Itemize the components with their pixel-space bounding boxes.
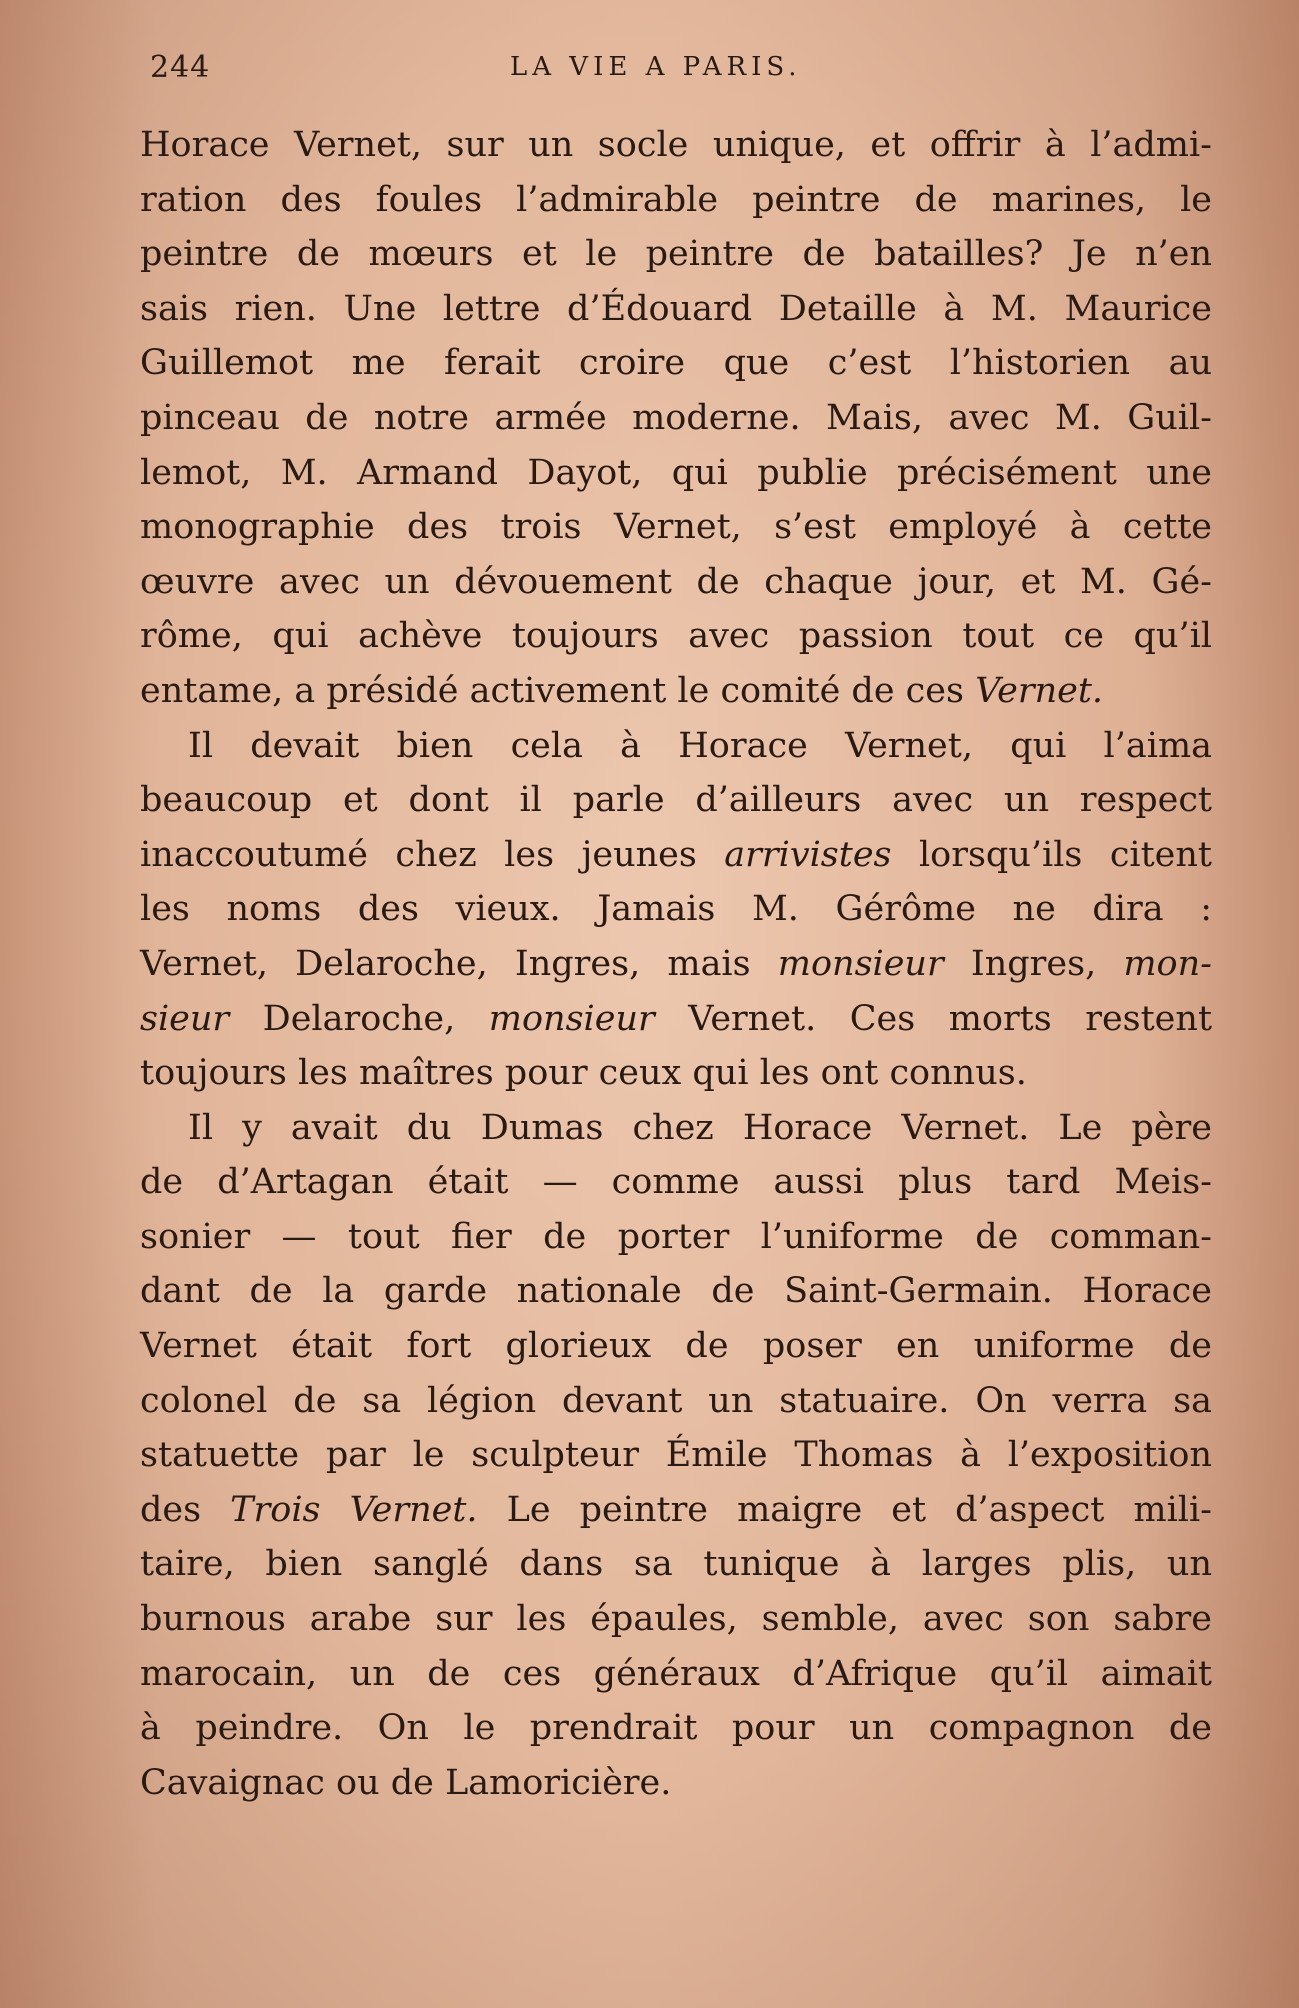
text-line	[140, 446, 1212, 501]
text-line	[140, 173, 1212, 228]
text-line	[140, 773, 1212, 828]
text-segment: Horace Vernet, sur un socle unique, et offrir à l’admi-	[140, 125, 1212, 165]
text-segment: à peindre. On le prendrait pour un compagnon de	[140, 1708, 1212, 1749]
text-segment: Cavaignac ou de Lamoricière.	[140, 1762, 672, 1803]
text-line	[140, 1374, 1212, 1429]
text-segment: Delaroche,	[229, 998, 489, 1039]
text-line	[140, 1756, 1212, 1811]
italic-text: mon-	[1123, 943, 1212, 984]
text-segment: les noms des vieux. Jamais M. Gérôme ne dira :	[140, 889, 1212, 930]
italic-text: Trois Vernet.	[230, 1489, 478, 1530]
text-segment: marocain, un de ces généraux d’Afrique qu’il aimait	[140, 1653, 1212, 1694]
page-number: 244	[150, 50, 211, 85]
text-line	[140, 1155, 1212, 1210]
text-segment: sais rien. Une lettre d’Édouard Detaille à M. Maurice	[140, 288, 1212, 329]
text-line	[140, 664, 1212, 719]
text-line	[140, 882, 1212, 937]
text-line	[140, 1046, 1212, 1101]
text-segment: des	[140, 1489, 231, 1530]
text-segment: burnous arabe sur les épaules, semble, avec son sabre	[140, 1599, 1212, 1640]
running-head	[150, 50, 1210, 90]
text-line	[140, 500, 1212, 555]
body-text	[140, 118, 1212, 1810]
text-line	[140, 609, 1212, 664]
text-line	[140, 1264, 1212, 1319]
italic-text: Vernet.	[975, 670, 1104, 711]
text-line	[140, 1483, 1212, 1538]
text-line	[140, 227, 1212, 282]
text-segment: Le peintre maigre et d’aspect mili-	[477, 1489, 1212, 1530]
text-segment: ration des foules l’admirable peintre de marines, le	[140, 179, 1212, 220]
italic-text: arrivistes	[724, 834, 892, 875]
text-line	[140, 1101, 1212, 1156]
text-line	[140, 992, 1212, 1047]
text-line	[140, 1319, 1212, 1374]
text-line	[140, 937, 1212, 992]
italic-text: monsieur	[777, 943, 944, 984]
text-segment: Ingres,	[943, 943, 1124, 984]
text-segment: toujours les maîtres pour ceux qui les ont connus.	[140, 1053, 1027, 1094]
text-line	[140, 1428, 1212, 1483]
text-segment: taire, bien sanglé dans sa tunique à larges plis, un	[140, 1544, 1212, 1585]
text-segment: inaccoutumé chez les jeunes	[140, 834, 725, 875]
text-line	[140, 1701, 1212, 1756]
text-line	[140, 719, 1212, 774]
text-segment: Guillemot me ferait croire que c’est l’historien au	[140, 343, 1212, 384]
text-segment: Il devait bien cela à Horace Vernet, qui l’aima	[188, 725, 1212, 766]
text-line	[140, 555, 1212, 610]
text-line	[140, 282, 1212, 337]
text-segment: Vernet, Delaroche, Ingres, mais	[140, 943, 778, 984]
text-segment: peintre de mœurs et le peintre de batailles? Je n’en	[140, 234, 1212, 275]
text-segment: rôme, qui achève toujours avec passion tout ce qu’il	[140, 616, 1212, 657]
text-segment: Vernet était fort glorieux de poser en uniforme de	[140, 1326, 1212, 1367]
text-segment: statuette par le sculpteur Émile Thomas à l’exposition	[140, 1435, 1212, 1476]
running-title: LA VIE A PARIS.	[510, 52, 802, 82]
text-segment: pinceau de notre armée moderne. Mais, avec M. Guil-	[140, 397, 1212, 438]
text-segment: de d’Artagan était — comme aussi plus tard Meis-	[140, 1162, 1212, 1203]
text-line	[140, 1210, 1212, 1265]
text-segment: colonel de sa légion devant un statuaire. On verra sa	[140, 1380, 1212, 1421]
text-line	[140, 1537, 1212, 1592]
paragraph	[140, 118, 1212, 719]
text-line	[140, 1647, 1212, 1702]
text-line	[140, 1592, 1212, 1647]
text-segment: sonier — tout fier de porter l’uniforme de comman-	[140, 1216, 1212, 1257]
text-segment: œuvre avec un dévouement de chaque jour, et M. Gé-	[140, 561, 1212, 602]
text-segment: monographie des trois Vernet, s’est employé à cette	[140, 507, 1212, 548]
text-line	[140, 336, 1212, 391]
paragraph	[140, 719, 1212, 1101]
text-segment: beaucoup et dont il parle d’ailleurs avec un respect	[140, 780, 1212, 821]
text-line	[140, 118, 1212, 173]
text-segment: dant de la garde nationale de Saint-Germain. Horace	[140, 1271, 1212, 1312]
text-segment: Il y avait du Dumas chez Horace Vernet. Le père	[188, 1107, 1212, 1148]
text-line	[140, 828, 1212, 883]
text-segment: Vernet. Ces morts restent	[654, 998, 1213, 1039]
text-segment: lorsqu’ils citent	[891, 834, 1212, 875]
italic-text: sieur	[140, 998, 230, 1039]
italic-text: monsieur	[488, 998, 655, 1039]
text-segment: lemot, M. Armand Dayot, qui publie précisément une	[140, 452, 1212, 493]
text-segment: entame, a présidé activement le comité de ces	[140, 670, 976, 711]
text-line	[140, 391, 1212, 446]
paragraph	[140, 1101, 1212, 1811]
